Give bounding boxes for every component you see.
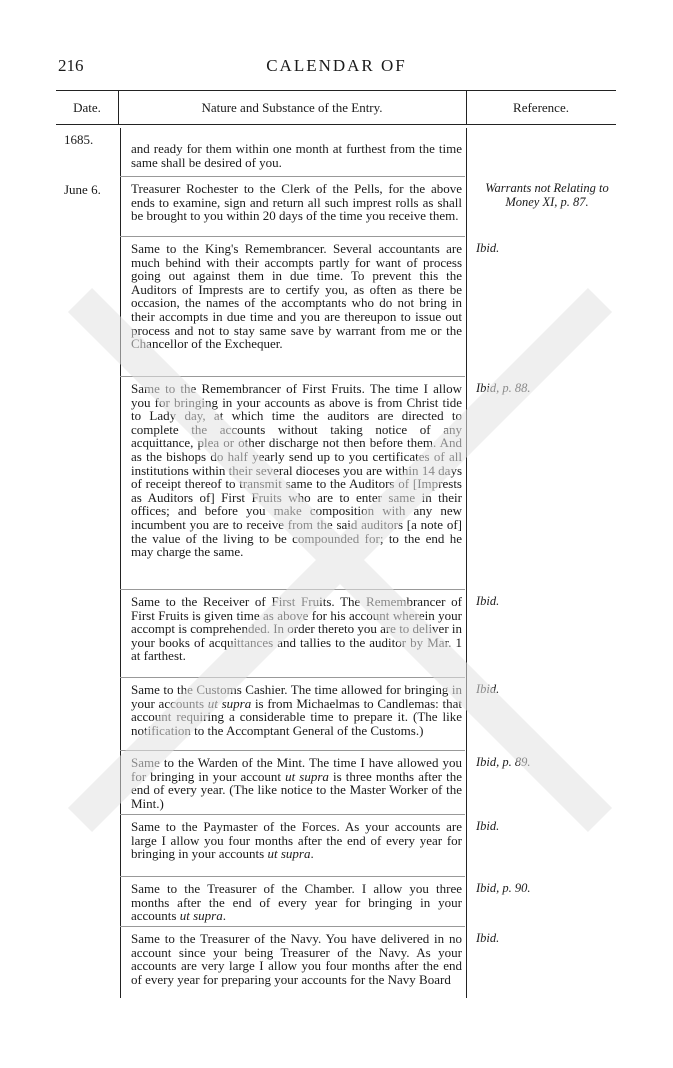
entry-separator bbox=[120, 750, 465, 751]
watermark-band bbox=[80, 300, 600, 820]
body-divider-left bbox=[120, 128, 121, 998]
year-label: 1685. bbox=[64, 132, 94, 147]
entry-reference: Warrants not Relating to Money XI, p. 87. bbox=[485, 181, 609, 209]
entry-separator bbox=[120, 236, 465, 237]
entry-reference: Ibid. bbox=[476, 931, 500, 945]
entry-text: Same to the Treasurer of the Chamber. I allow you three months after the end of every year for bringing in your accounts ut supra. bbox=[131, 881, 462, 924]
page-number: 216 bbox=[58, 56, 84, 75]
entry-separator bbox=[120, 376, 465, 377]
header-bottom-rule bbox=[56, 124, 616, 125]
entry-reference: Ibid. bbox=[476, 682, 500, 696]
entry-text: Same to the Treasurer of the Navy. You have delivered in no account since your being Treasurer of the Navy. As your accounts are very large I allow you four months after the end of every year for preparing your accounts for the Navy Board bbox=[131, 931, 462, 987]
latin-phrase: ut supra bbox=[207, 695, 252, 711]
entry-text: Same to the Customs Cashier. The time allowed for bringing in your accounts ut supra is from Michaelmas to Candlemas: that account requiring a considerable time to prepare it. (The like notification to the Accomptant General of the Customs.) bbox=[131, 682, 462, 738]
latin-phrase: ut supra bbox=[267, 846, 311, 862]
entry-reference: Ibid, p. 89. bbox=[476, 755, 531, 769]
latin-phrase: ut supra bbox=[179, 908, 223, 924]
latin-phrase: ut supra bbox=[285, 768, 329, 784]
watermark-band bbox=[80, 300, 600, 820]
entry-separator bbox=[120, 876, 465, 877]
entry-text: Treasurer Rochester to the Clerk of the Pells, for the above ends to examine, sign and return all such imprest rolls as shall be brought to you within 20 days of the time you receive them. bbox=[131, 181, 462, 224]
column-header-nature: Nature and Substance of the Entry. bbox=[201, 100, 383, 115]
column-header-reference: Reference. bbox=[513, 100, 569, 115]
entry-separator bbox=[120, 814, 465, 815]
continuation-text: and ready for them within one month at furthest from the time same shall be desired of you. bbox=[131, 141, 462, 170]
header-top-rule bbox=[56, 90, 616, 91]
entry-reference: Ibid. bbox=[476, 819, 500, 833]
entry-reference: Ibid, p. 90. bbox=[476, 881, 531, 895]
entry-separator bbox=[120, 926, 465, 927]
entry-text: Same to the Paymaster of the Forces. As your accounts are large I allow you four months after the end of every year for bringing in your accounts ut supra. bbox=[131, 819, 462, 862]
column-header-date: Date. bbox=[73, 100, 101, 115]
entry-separator bbox=[120, 176, 465, 177]
entry-reference: Ibid, p. 88. bbox=[476, 381, 531, 395]
entry-text: Same to the King's Remembrancer. Several accountants are much behind with their accompts partly for want of process going out against them in due time. To prevent this the Auditors of Imprests are to certify you, as often as there be occasion, the names of the accomptants who do not bring in their accompts in due time and you are thereupon to issue out process and not to stay same save by warrant from me or the Chancellor of the Exchequer. bbox=[131, 241, 462, 352]
entry-text: Same to the Remembrancer of First Fruits. The time I allow you for bringing in your accounts as above is from Christ tide to Lady day, at which time the auditors are directed to complete the accounts without taking notice of any acquittance, plea or other discharge not then before them. And as the bishops do half yearly send up to you certificates of all institutions within their several dioceses you are within 14 days of receipt thereof to transmit same to the Auditors of [Imprests as Auditors of] First Fruits who are to enter same in their offices; and before you make composition with any new incumbent you are to receive from the said auditors [a note of] the value of the living to be compounded for; to the end he may charge the same. bbox=[131, 381, 462, 560]
entry-reference: Ibid. bbox=[476, 594, 500, 608]
entry-date: June 6. bbox=[64, 182, 101, 197]
entry-separator bbox=[120, 677, 465, 678]
entry-text: Same to the Receiver of First Fruits. The Remembrancer of First Fruits is given time as above for his account wherein your accompt is comprehended. In order thereto you are to deliver in your books of acquittances and tallies to the auditor by Mar. 1 at farthest. bbox=[131, 594, 463, 664]
body-divider-right bbox=[466, 128, 467, 998]
running-title: CALENDAR OF bbox=[266, 56, 407, 75]
entry-text: Same to the Warden of the Mint. The time I have allowed you for bringing in your account ut supra is three months after the end of every year. (The like notice to the Master Worker of the Mint.) bbox=[131, 755, 462, 811]
entry-separator bbox=[120, 589, 465, 590]
entry-reference: Ibid. bbox=[476, 241, 500, 255]
